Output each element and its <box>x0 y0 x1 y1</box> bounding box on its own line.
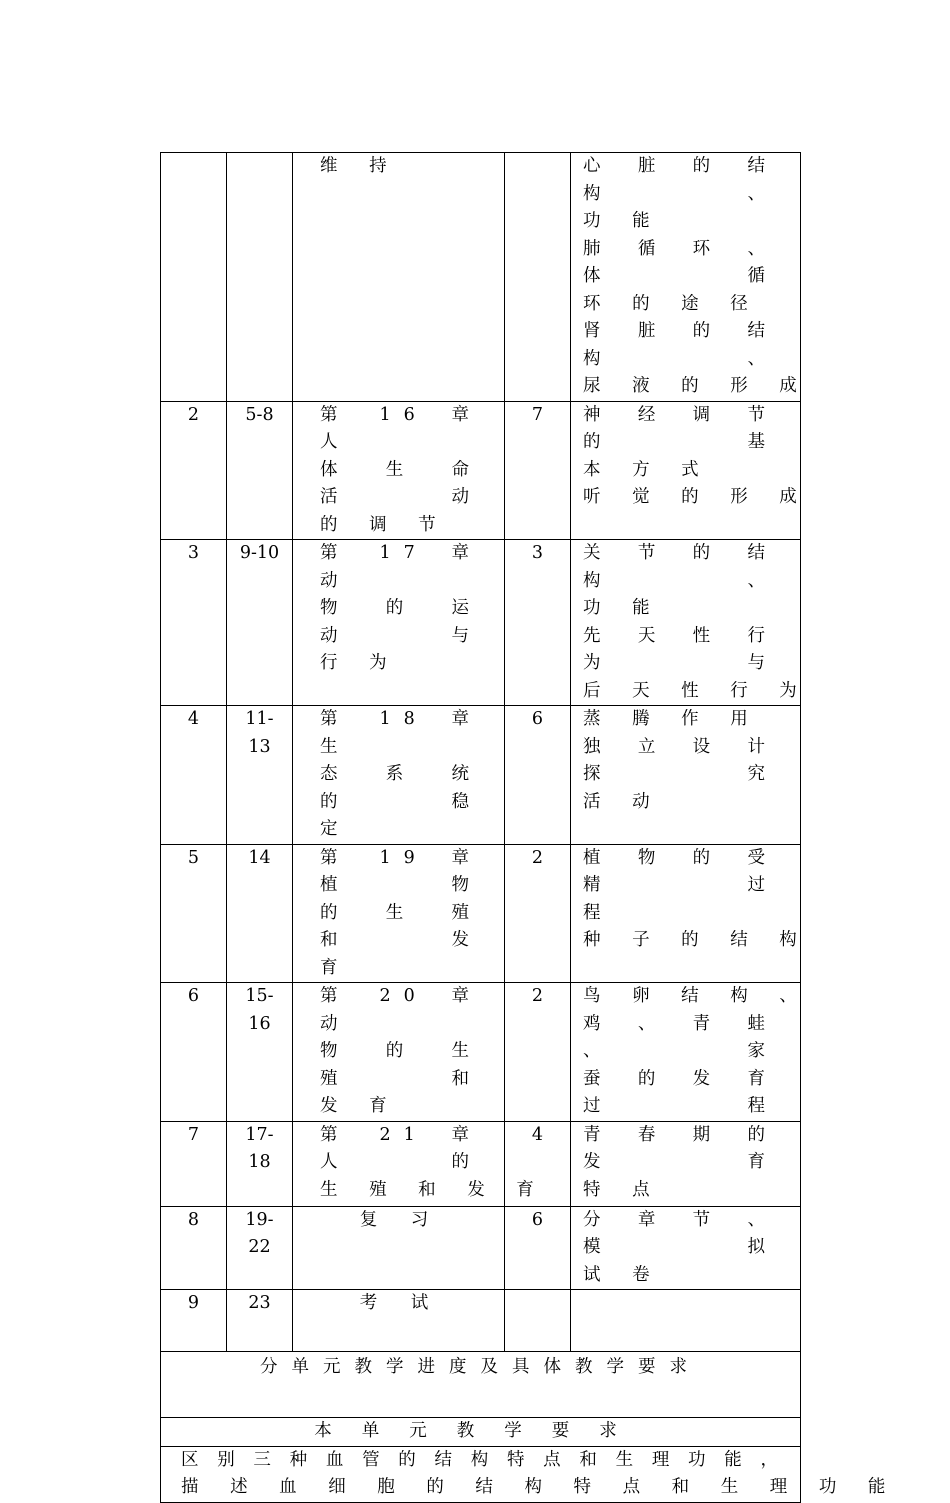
table-row <box>161 706 801 845</box>
content-line: 考 试 <box>359 1293 443 1313</box>
content-line: 第 17 章 动 <box>320 543 482 591</box>
content-line: 物 的 运 动 与 <box>320 598 482 646</box>
content-line: 的 调 节 <box>320 514 449 535</box>
cell-focus <box>571 153 810 402</box>
cell-weeks: 23 <box>227 1290 293 1352</box>
table-row <box>161 153 801 402</box>
focus-line: 鸡 、 青 蛙 、 家 <box>583 1013 778 1061</box>
cell-hours: 2 <box>505 844 571 983</box>
focus-line: 程 <box>583 902 614 923</box>
focus-line: 功 能 <box>583 211 663 231</box>
content-line: 第 16 章 人 <box>320 404 482 452</box>
focus-line: 青 春 期 的 发 育 <box>583 1124 778 1172</box>
cell-hours: 4 <box>505 1121 571 1206</box>
focus-line: 神 经 调 节 的 基 <box>583 404 778 452</box>
cell-focus <box>571 1121 801 1206</box>
table-row <box>161 1121 801 1206</box>
focus-line: 植 物 的 受 精 过 <box>583 847 778 895</box>
unit-req-title: 本单元教学要求 <box>161 1418 801 1447</box>
content-line: 物 的 生 殖 和 <box>320 1041 482 1089</box>
cell-focus <box>571 1206 801 1290</box>
cell-hours: 6 <box>505 706 571 845</box>
section-title-row <box>161 1352 801 1418</box>
content-line: 维 持 <box>320 156 400 176</box>
focus-line: 听 觉 的 形 成 <box>583 487 810 507</box>
focus-line: 肺 循 环 、 体 循 <box>583 238 778 286</box>
cell-content <box>293 153 505 402</box>
content-line: 复 习 <box>359 1209 443 1230</box>
focus-line: 后 天 性 行 为 <box>583 680 810 701</box>
cell-content <box>293 1206 505 1290</box>
cell-weeks: 11-13 <box>227 706 293 845</box>
cell-no: 6 <box>161 983 227 1122</box>
cell-hours: 3 <box>505 540 571 706</box>
focus-line: 独 立 设 计 探 究 <box>583 736 778 784</box>
cell-focus <box>571 1290 801 1352</box>
content-line: 发 育 <box>320 1096 400 1116</box>
cell-weeks: 9-10 <box>227 540 293 706</box>
cell-no: 3 <box>161 540 227 706</box>
cell-focus <box>571 844 810 983</box>
focus-line: 肾 脏 的 结 构 、 <box>583 321 778 369</box>
focus-line: 鸟 卵 结 构 、 <box>583 986 810 1006</box>
content-line: 行 为 <box>320 653 400 673</box>
focus-line: 蚕 的 发 育 过 程 <box>583 1068 778 1116</box>
content-line: 第 18 章 生 <box>320 709 482 757</box>
cell-focus <box>571 706 801 845</box>
content-line: 生 殖 和 发 育 <box>320 1179 547 1200</box>
cell-weeks: 14 <box>227 844 293 983</box>
focus-line: 本 方 式 <box>583 459 712 480</box>
table-row <box>161 844 801 983</box>
table-row <box>161 401 801 540</box>
focus-line: 环 的 途 径 <box>583 293 761 314</box>
focus-line: 心 脏 的 结 构 、 <box>583 156 778 204</box>
cell-no: 2 <box>161 401 227 540</box>
unit-req-body-row <box>161 1446 801 1502</box>
focus-line: 活 动 <box>583 791 663 812</box>
cell-weeks <box>227 153 293 402</box>
content-line: 第 19 章 植 物 <box>320 847 482 895</box>
focus-line: 试 卷 <box>583 1264 663 1285</box>
table-row <box>161 540 801 706</box>
table-row <box>161 1206 801 1290</box>
content-line: 育 <box>320 957 351 978</box>
content-line: 体 生 命 活 动 <box>320 459 482 507</box>
cell-no: 4 <box>161 706 227 845</box>
content-line: 态 系 统 的 稳 <box>320 764 482 812</box>
cell-content <box>293 401 505 540</box>
cell-content <box>293 844 505 983</box>
unit-req-line: 区 别 三 种 血 管 的 结 构 特 点 和 生 理 功 能 ， <box>181 1449 778 1470</box>
cell-focus <box>571 983 810 1122</box>
cell-content <box>293 540 505 706</box>
cell-hours <box>505 1290 571 1352</box>
cell-no: 9 <box>161 1290 227 1352</box>
cell-no: 8 <box>161 1206 227 1290</box>
cell-content <box>293 1121 547 1206</box>
content-line: 定 <box>320 819 351 839</box>
focus-line: 分 章 节 、 模 拟 <box>583 1209 778 1257</box>
focus-line: 先 天 性 行 为 与 <box>583 625 778 673</box>
unit-req-title-row <box>161 1418 801 1447</box>
focus-line: 蒸 腾 作 用 <box>583 709 761 729</box>
unit-req-line: 描 述 血 细 胞 的 结 构 特 点 和 生 理 功 能 <box>181 1477 899 1497</box>
schedule-table <box>160 152 899 1503</box>
cell-content <box>293 1290 505 1352</box>
cell-content <box>293 983 505 1122</box>
focus-line: 功 能 <box>583 598 663 618</box>
unit-req-body <box>161 1446 899 1502</box>
content-line: 的 生 殖 和 发 <box>320 902 482 950</box>
content-line: 第 21 章 人 的 <box>320 1124 482 1172</box>
section-title: 分单元教学进度及具体教学要求 <box>161 1352 801 1418</box>
cell-hours <box>505 153 571 402</box>
cell-hours: 2 <box>505 983 571 1122</box>
focus-line: 种 子 的 结 构 <box>583 930 810 950</box>
cell-no: 7 <box>161 1121 227 1206</box>
cell-hours: 6 <box>505 1206 571 1290</box>
cell-weeks: 15-16 <box>227 983 293 1122</box>
table-row <box>161 983 801 1122</box>
focus-line: 关 节 的 结 构 、 <box>583 543 778 591</box>
cell-no: 5 <box>161 844 227 983</box>
cell-no <box>161 153 227 402</box>
cell-hours: 7 <box>505 401 571 540</box>
focus-line: 尿 液 的 形 成 <box>583 376 810 396</box>
cell-focus <box>571 401 810 540</box>
page <box>160 152 899 1503</box>
content-line: 第 20 章 动 <box>320 986 482 1034</box>
cell-focus <box>571 540 810 706</box>
cell-content <box>293 706 505 845</box>
focus-line: 特 点 <box>583 1179 663 1200</box>
cell-weeks: 17-18 <box>227 1121 293 1206</box>
cell-weeks: 19-22 <box>227 1206 293 1290</box>
cell-weeks: 5-8 <box>227 401 293 540</box>
table-row <box>161 1290 801 1352</box>
